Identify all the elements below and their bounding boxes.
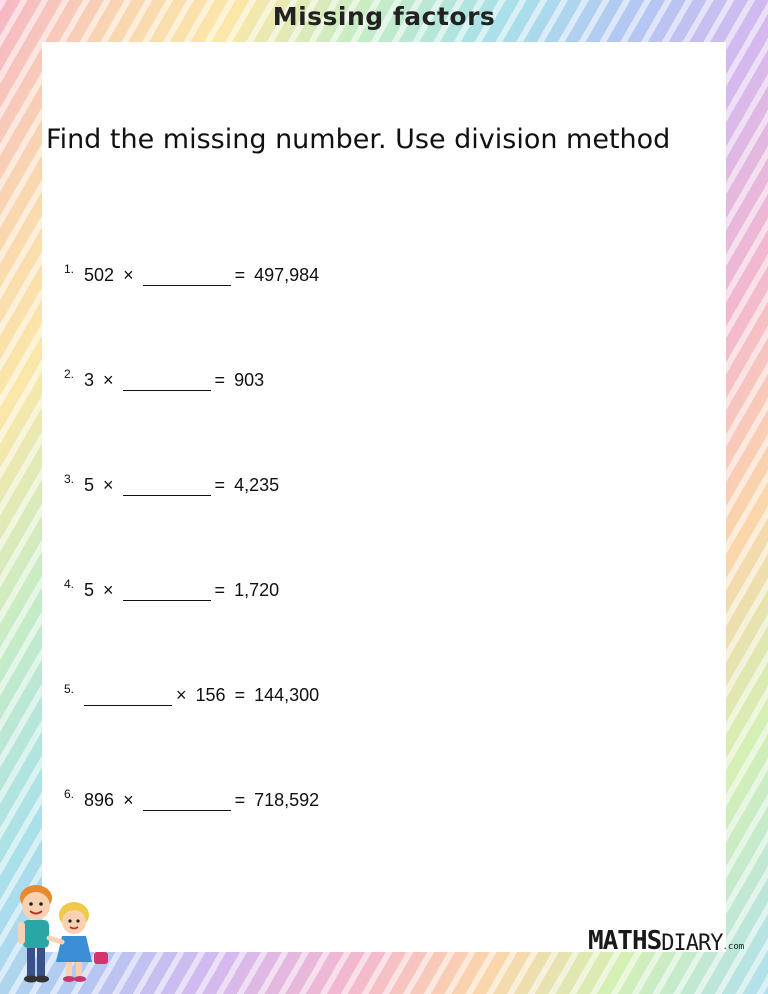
product: 4,235 xyxy=(234,475,280,495)
answer-blank[interactable] xyxy=(123,582,211,601)
equals-sign: = xyxy=(234,790,246,810)
logo-light-text: DIARY xyxy=(661,931,723,956)
answer-blank[interactable] xyxy=(123,372,211,391)
instruction-text: Find the missing number. Use division method xyxy=(46,124,671,155)
equals-sign: = xyxy=(234,685,246,705)
answer-blank[interactable] xyxy=(143,267,231,286)
factor-left: 5 xyxy=(84,475,95,495)
problem-number: 2. xyxy=(64,367,75,381)
product: 144,300 xyxy=(254,685,320,705)
factor-right: 156 xyxy=(195,685,226,705)
worksheet-sheet xyxy=(42,42,726,952)
product: 718,592 xyxy=(254,790,320,810)
problem-number: 1. xyxy=(64,262,75,276)
factor-left: 3 xyxy=(84,370,95,390)
problem-2 xyxy=(64,367,264,391)
mathsdiary-logo xyxy=(588,920,744,956)
equals-sign: = xyxy=(234,265,246,285)
equals-sign: = xyxy=(214,370,226,390)
product: 903 xyxy=(234,370,265,390)
times-sign: × xyxy=(103,370,114,390)
product: 497,984 xyxy=(254,265,320,285)
kids-illustration-icon xyxy=(6,878,116,988)
times-sign: × xyxy=(123,265,134,285)
factor-left: 502 xyxy=(84,265,115,285)
answer-blank[interactable] xyxy=(143,792,231,811)
problem-5 xyxy=(64,682,319,706)
factor-left: 5 xyxy=(84,580,95,600)
times-sign: × xyxy=(103,475,114,495)
problem-3 xyxy=(64,472,279,496)
problem-number: 5. xyxy=(64,682,75,696)
times-sign: × xyxy=(123,790,134,810)
product: 1,720 xyxy=(234,580,280,600)
factor-left: 896 xyxy=(84,790,115,810)
equals-sign: = xyxy=(214,475,226,495)
problem-6 xyxy=(64,787,319,811)
equals-sign: = xyxy=(214,580,226,600)
problem-number: 4. xyxy=(64,577,75,591)
times-sign: × xyxy=(103,580,114,600)
logo-suffix-text: .com xyxy=(722,942,745,952)
problem-1 xyxy=(64,262,319,286)
answer-blank[interactable] xyxy=(84,687,172,706)
answer-blank[interactable] xyxy=(123,477,211,496)
times-sign: × xyxy=(176,685,187,705)
page-title: Missing factors xyxy=(272,2,496,31)
problem-4 xyxy=(64,577,279,601)
logo-bold-text: MATHS xyxy=(588,926,662,956)
problem-number: 3. xyxy=(64,472,75,486)
problem-number: 6. xyxy=(64,787,75,801)
